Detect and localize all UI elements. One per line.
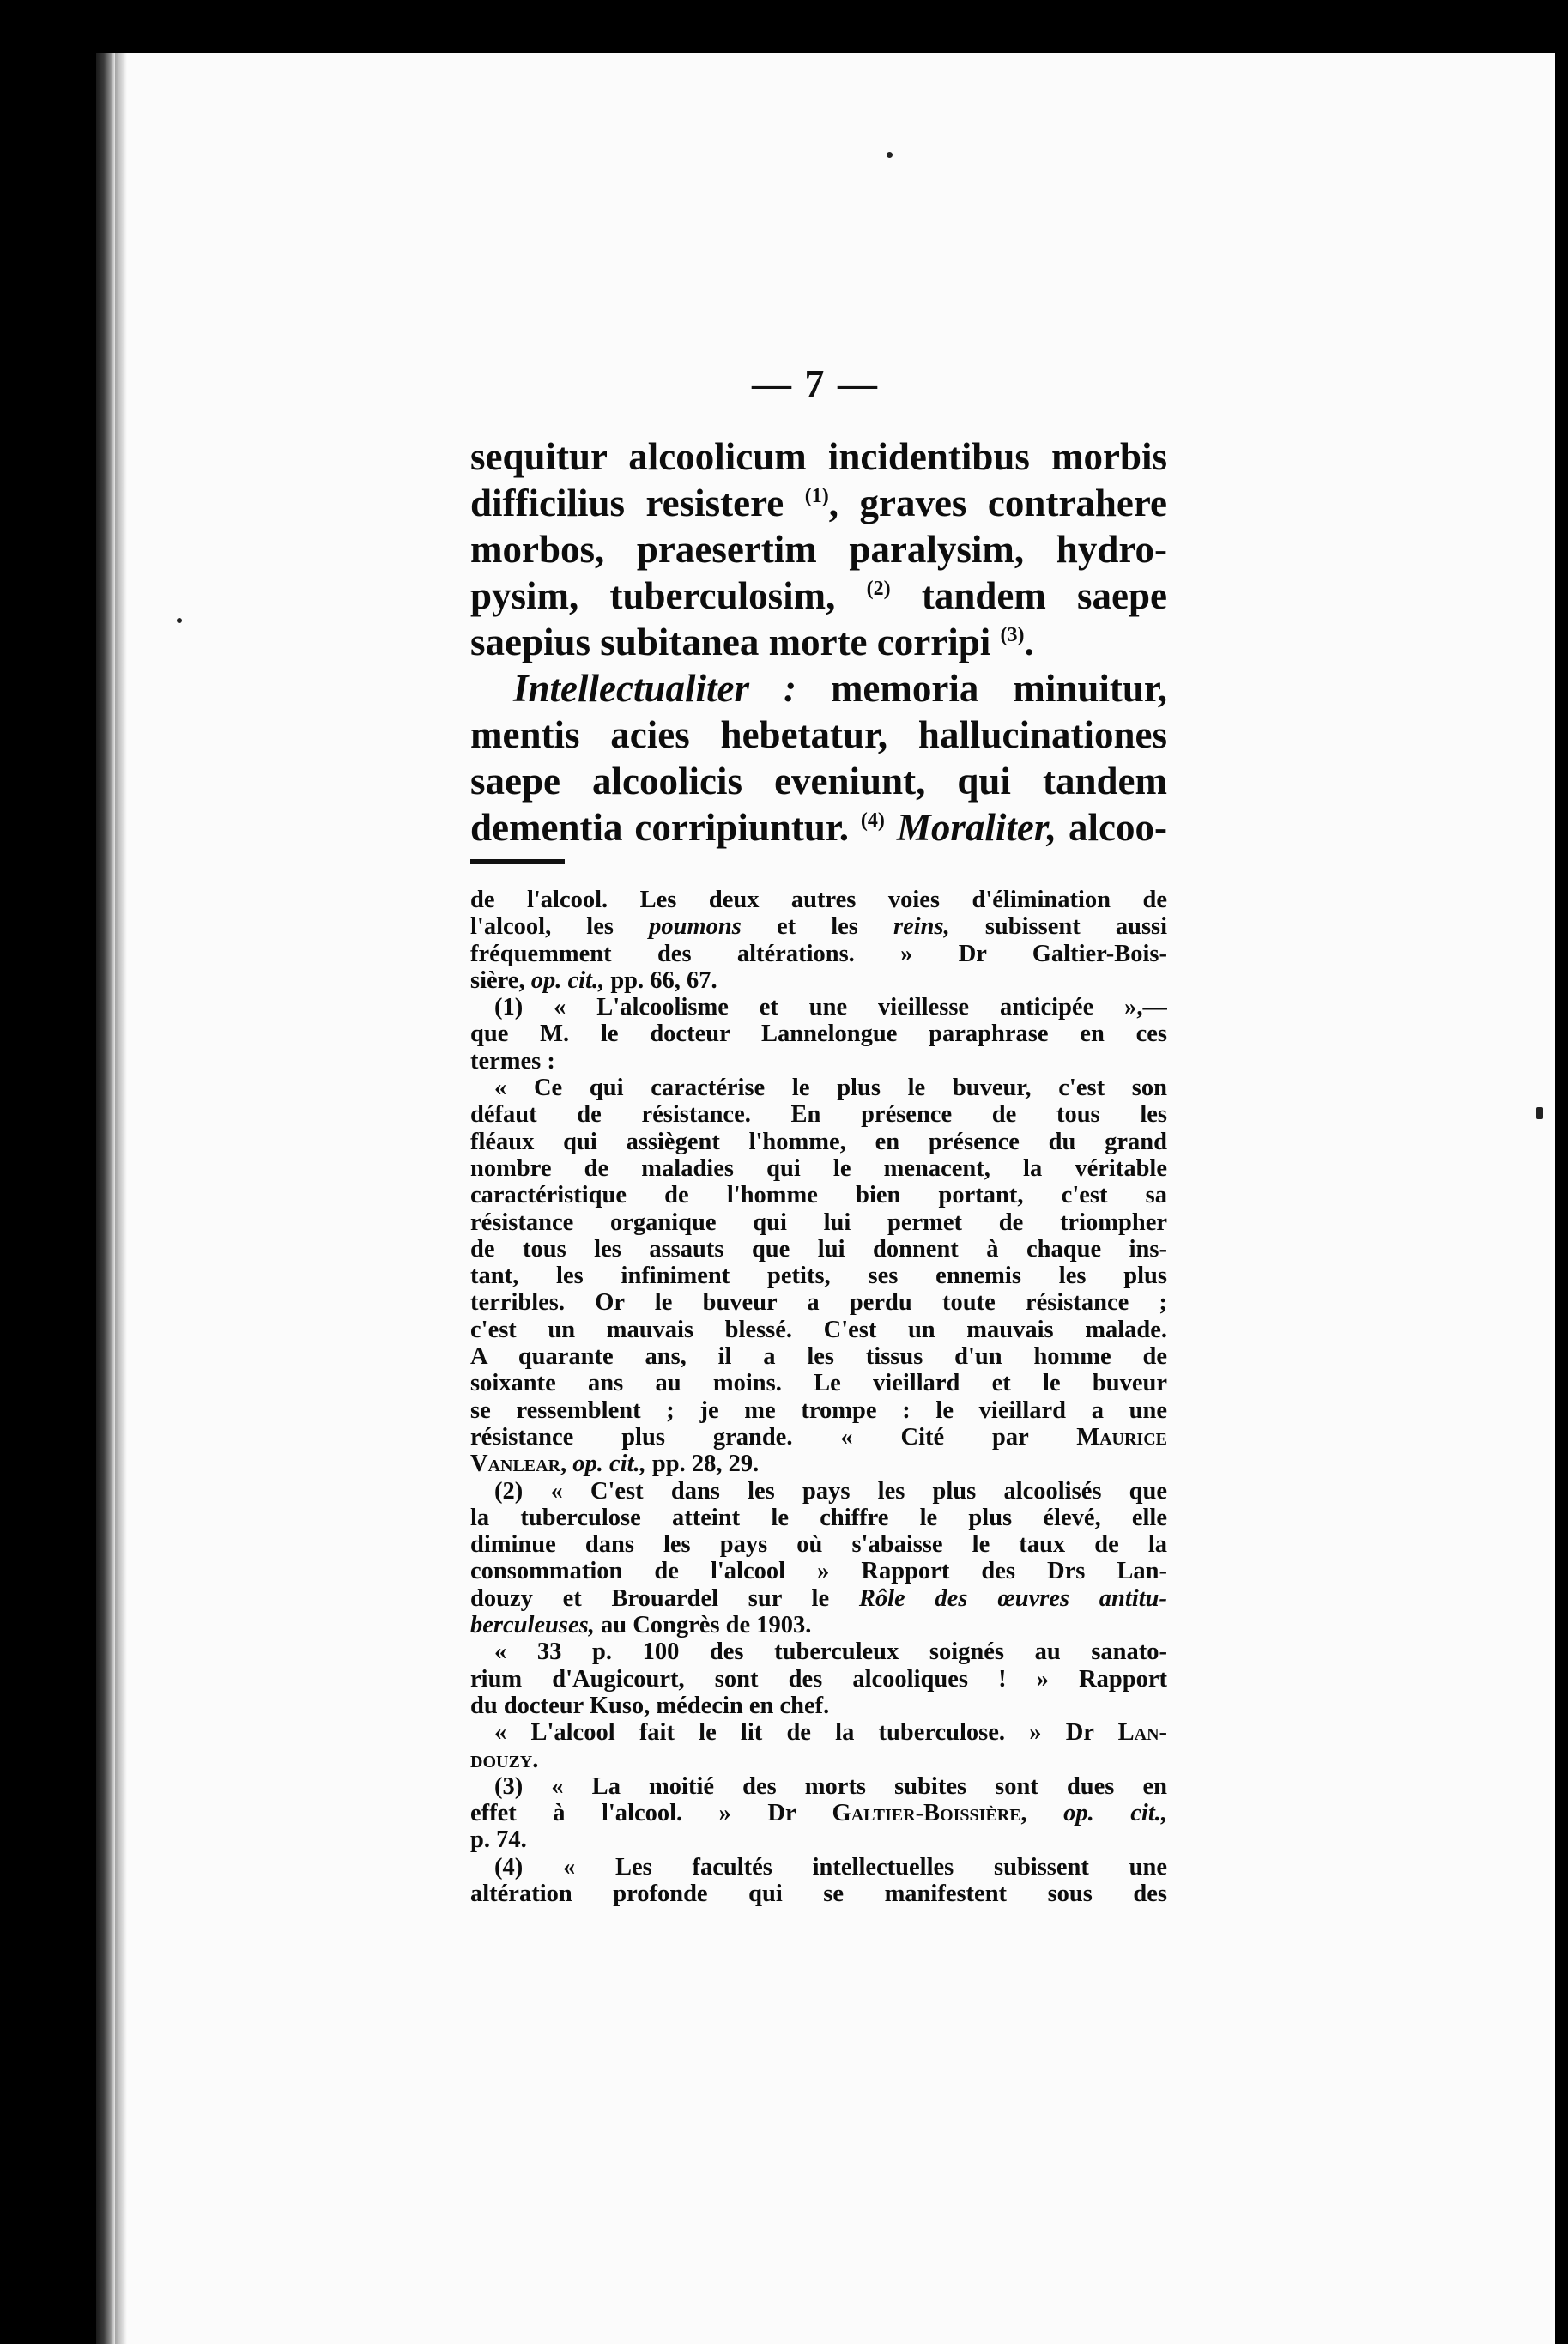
- footnote-line: diminue dans les pays où s'abaisse le taux de la: [470, 1531, 1167, 1559]
- footnote-line: fréquemment des altérations. » Dr Galtier-Bois-: [470, 940, 1167, 967]
- text-line: pysim, tuberculosim, $^{(2)}$ tandem saepe: [470, 574, 1167, 617]
- text-line: mentis acies hebetatur, hallucinationes: [470, 713, 1167, 756]
- main-text: [470, 433, 1167, 851]
- footnote-line: nombre de maladies qui le menacent, la véritable: [470, 1154, 1167, 1182]
- footnote-line: A quarante ans, il a les tissus d'un homme de: [470, 1343, 1167, 1371]
- text-line: Intellectualiter : memoria minuitur,: [513, 667, 1167, 710]
- footnote-line: (1) « L'alcoolisme et une vieillesse anticipée »,—: [494, 994, 1167, 1021]
- footnote-line: la tuberculose atteint le chiffre le plus élevé, elle: [470, 1504, 1167, 1531]
- footnote-line: « L'alcool fait le lit de la tuberculose. » Dr Lan-: [494, 1719, 1167, 1747]
- binding-shadow: [115, 53, 127, 2344]
- footnote-line: l'alcool, les poumons et les reins, subissent aussi: [470, 913, 1167, 941]
- speck: [887, 152, 893, 158]
- text-line: saepius subitanea morte corripi $^{(3)}$.: [470, 621, 1034, 663]
- footnote-ref: (2): [866, 578, 891, 600]
- footnote-line: « Ce qui caractérise le plus le buveur, c'est son: [494, 1075, 1167, 1102]
- footnote-line: tant, les infiniment petits, ses ennemis les plus: [470, 1263, 1167, 1290]
- footnote-line: de l'alcool. Les deux autres voies d'élimination de: [470, 887, 1167, 913]
- footnote-line: fléaux qui assiègent l'homme, en présence du grand: [470, 1128, 1167, 1155]
- footnote-line: du docteur Kuso, médecin en chef.: [470, 1692, 830, 1719]
- page-number: — 7 —: [752, 361, 879, 405]
- footnote-line: douzy.: [470, 1746, 539, 1773]
- footnote-line: consommation de l'alcool » Rapport des Drs Lan-: [470, 1558, 1167, 1585]
- speck: [1536, 1107, 1543, 1119]
- footnote-line: p. 74.: [470, 1826, 527, 1854]
- speck: [177, 618, 182, 623]
- footnote-line: défaut de résistance. En présence de tous les: [470, 1101, 1167, 1129]
- footnote-line: termes :: [470, 1047, 555, 1075]
- footnote-line: Vanlear, op. cit., pp. 28, 29.: [470, 1451, 760, 1478]
- text-line: sequitur alcoolicum incidentibus morbis: [470, 435, 1167, 478]
- footnote-line: (2) « C'est dans les pays les plus alcoolisés que: [494, 1477, 1167, 1505]
- footnote-line: soixante ans au moins. Le vieillard et le buveur: [470, 1370, 1167, 1397]
- footnote-line: « 33 p. 100 des tuberculeux soignés au sanato-: [494, 1638, 1167, 1666]
- footnote-ref: (1): [804, 485, 829, 507]
- footnote-ref: (3): [1000, 624, 1025, 646]
- footnote-line: (3) « La moitié des morts subites sont dues en: [494, 1772, 1167, 1800]
- text-line: dementia corripiuntur. $^{(4)}$ Moraliter, alcoo-: [470, 806, 1167, 849]
- text-line: difficilius resistere $^{(1)}$, graves contrahere: [470, 482, 1167, 524]
- footnotes: [470, 887, 1167, 1907]
- binding-edge: [96, 53, 115, 2344]
- footnote-rule: [470, 859, 565, 864]
- footnote-line: sière, op. cit., pp. 66, 67.: [470, 966, 717, 994]
- footnote-line: (4) « Les facultés intellectuelles subissent une: [494, 1853, 1167, 1881]
- footnote-line: rium d'Augicourt, sont des alcooliques ! » Rapport: [470, 1665, 1167, 1693]
- footnote-line: que M. le docteur Lannelongue paraphrase en ces: [470, 1021, 1167, 1048]
- footnote-line: caractéristique de l'homme bien portant, c'est sa: [470, 1182, 1167, 1209]
- footnote-line: altération profonde qui se manifestent sous des: [470, 1880, 1167, 1907]
- footnote-line: c'est un mauvais blessé. C'est un mauvais malade.: [470, 1316, 1167, 1343]
- footnote-line: se ressemblent ; je me trompe : le vieillard a une: [470, 1396, 1167, 1424]
- footnote-line: résistance organique qui lui permet de triompher: [470, 1208, 1167, 1236]
- footnote-line: effet à l'alcool. » Dr Galtier-Boissière, op. cit.,: [470, 1800, 1167, 1827]
- footnote-line: résistance plus grande. « Cité par Maurice: [470, 1423, 1167, 1451]
- footnote-line: terribles. Or le buveur a perdu toute résistance ;: [470, 1289, 1167, 1317]
- footnote-line: berculeuses, au Congrès de 1903.: [470, 1612, 812, 1639]
- footnote-line: douzy et Brouardel sur le Rôle des œuvres antitu-: [470, 1584, 1167, 1612]
- text-line: saepe alcoolicis eveniunt, qui tandem: [470, 760, 1167, 803]
- text-line: morbos, praesertim paralysim, hydro-: [470, 528, 1167, 571]
- footnote-ref: (4): [860, 809, 885, 832]
- footnote-line: de tous les assauts que lui donnent à chaque ins-: [470, 1235, 1167, 1263]
